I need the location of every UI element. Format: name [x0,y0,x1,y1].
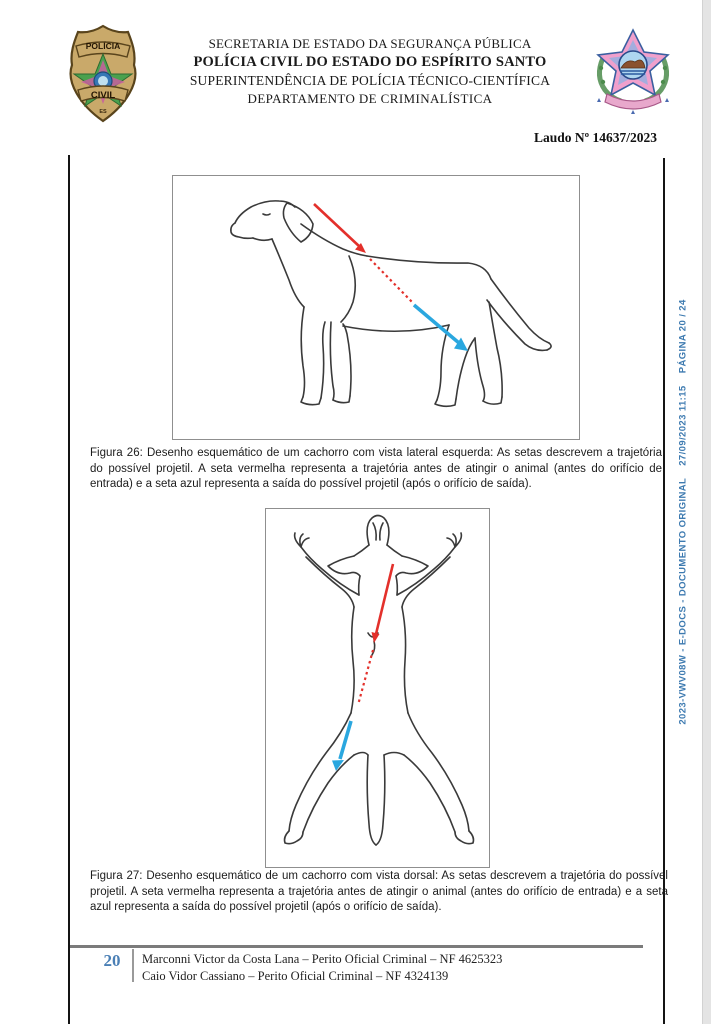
blue-arrow-exit [414,305,459,343]
edocs-stamp: 2023-VWV08W - E-DOCS - DOCUMENTO ORIGINAL 27/09/2023 11:15 PÁGINA 20 / 24 [677,299,689,725]
blue-arrow-exit [340,721,351,759]
page-right-edge [702,0,711,1024]
espirito-santo-state-seal-icon [591,28,675,116]
trajectory-arrows-27 [332,564,393,771]
badge-top-label: POLÍCIA [85,41,121,51]
header-org-block [128,36,612,107]
badge-center-label: CIVIL [90,90,116,101]
experts-block [142,951,622,984]
content-left-border [68,155,70,1024]
header-line-2: POLÍCIA CIVIL DO ESTADO DO ESPÍRITO SANTO [193,54,547,70]
red-dotted-trajectory [358,650,373,705]
red-dotted-trajectory [370,259,413,303]
header-line-3: SUPERINTENDÊNCIA DE POLÍCIA TÉCNICO-CIENTÍFICA [189,73,551,88]
footer-separator [132,949,134,982]
figure-27-box [265,508,490,868]
header-line-1: SECRETARIA DE ESTADO DA SEGURANÇA PÚBLICA [208,36,532,51]
badge-bottom-label: ES [99,109,107,115]
expert-name: Caio Vidor Cassiano – Perito Oficial Criminal – NF 4324139 [142,968,449,983]
dog-lateral-drawing [173,176,577,437]
red-arrow-before-entry [376,564,393,634]
trajectory-arrows-26 [314,204,468,351]
red-arrow-before-entry [314,204,360,247]
dog-dorsal-outline [285,516,474,846]
laudo-number: Laudo Nº 14637/2023 [534,130,657,145]
figure-26-caption: Figura 26: Desenho esquemático de um cachorro com vista lateral esquerda: As setas descrevem a trajetória do possível projetil. A seta vermelha representa a trajetória antes de atingir o animal (antes do orifício de entrada) e a seta azul representa a saída do possível projetil (após o orifício de saída). [90,447,662,490]
dog-dorsal-drawing [266,509,487,865]
expert-name: Marconni Victor da Costa Lana – Perito Oficial Criminal – NF 4625323 [142,952,503,966]
dog-lateral-outline [231,201,551,406]
page-number: 20 [103,951,121,970]
header-line-4: DEPARTAMENTO DE CRIMINALÍSTICA [247,91,493,106]
figure-26-box [172,175,580,440]
footer-rule [70,945,643,948]
figure-27-caption: Figura 27: Desenho esquemático de um cachorro com vista dorsal: As setas descrevem a trajetória do possível projetil. A seta vermelha representa a trajetória antes de atingir o animal (antes do orifício de entrada) e a seta azul representa a saída do possível projetil (após o orifício de saída). [90,870,668,913]
